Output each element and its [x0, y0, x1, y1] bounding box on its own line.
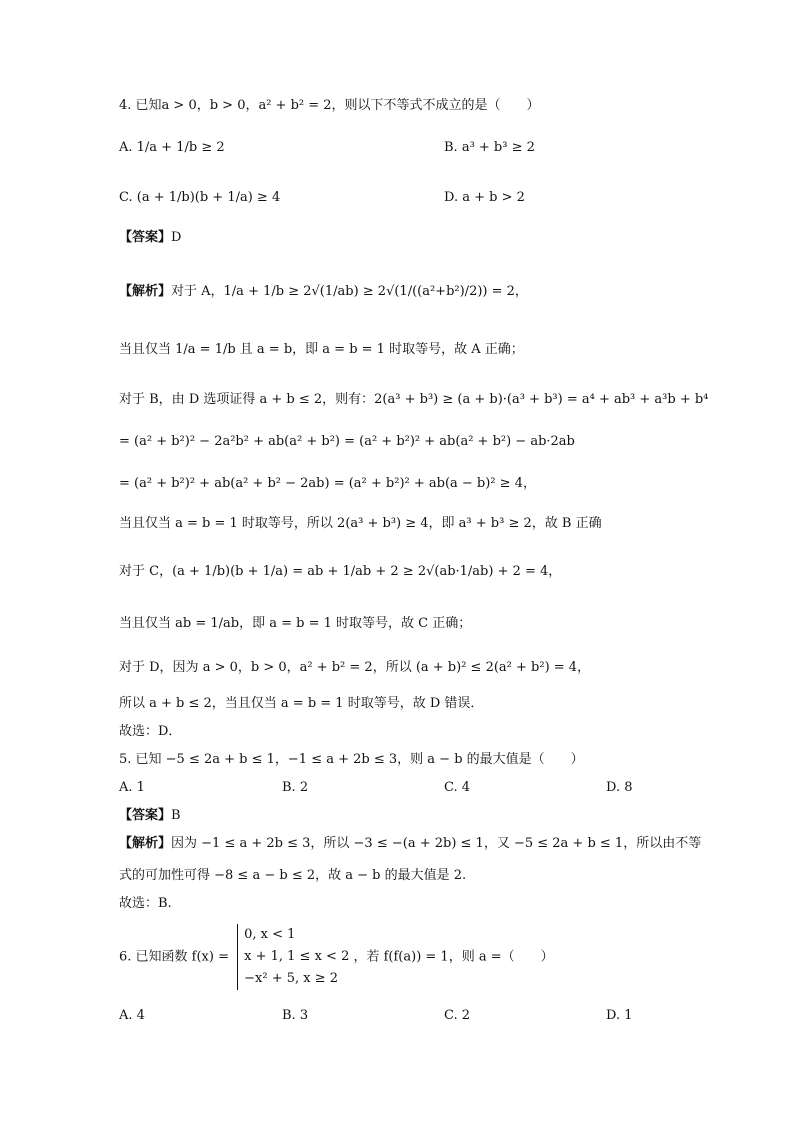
q6-case-2: x + 1, 1 ≤ x < 2 [244, 949, 350, 964]
q4-analysis-line-3: 对于 B，由 D 选项证得 a + b ≤ 2，则有：2(a³ + b³) ≥ (a + b)·(a³ + b³) = a⁴ + ab³ + a³b + b⁴ [119, 392, 709, 407]
q5-analysis-label: 【解析】 [119, 836, 172, 851]
q5-option-a: A. 1 [119, 780, 145, 795]
q6-option-c: C. 2 [444, 1008, 471, 1023]
q6-case-1: 0, x < 1 [244, 927, 296, 942]
q5-answer: B [171, 808, 181, 823]
q6-stem [119, 924, 554, 990]
q5-stem: 5. 已知 −5 ≤ 2a + b ≤ 1，−1 ≤ a + 2b ≤ 3，则 a − b 的最大值是（ ） [119, 752, 584, 767]
q4-choose: 故选：D． [119, 724, 182, 739]
q5-analysis-text-1: 因为 −1 ≤ a + 2b ≤ 3，所以 −3 ≤ −(a + 2b) ≤ 1，又 −5 ≤ 2a + b ≤ 1，所以由不等 [171, 836, 702, 851]
q4-answer: D [171, 230, 182, 245]
q6-stem-post: ，若 f(f(a)) = 1，则 a =（ ） [353, 949, 554, 965]
q4-analysis-line-4: = (a² + b²)² − 2a²b² + ab(a² + b²) = (a² + b²)² + ab(a² + b²) − ab·2ab [119, 434, 575, 449]
q4-option-b: B. a³ + b³ ≥ 2 [444, 140, 535, 155]
q4-analysis-line-9: 对于 D，因为 a > 0，b > 0，a² + b² = 2，所以 (a + b)² ≤ 2(a² + b²) = 4， [119, 660, 591, 675]
q5-option-b: B. 2 [282, 780, 309, 795]
q5-answer-row [119, 806, 181, 826]
q4-analysis-text-1: 对于 A，1/a + 1/b ≥ 2√(1/ab) ≥ 2√(1/((a²+b²)/2)) = 2， [171, 284, 528, 299]
q4-analysis-line-6: 当且仅当 a = b = 1 时取等号，所以 2(a³ + b³) ≥ 4，即 a³ + b³ ≥ 2，故 B 正确 [119, 516, 602, 531]
q5-analysis-line-2: 式的可加性可得 −8 ≤ a − b ≤ 2，故 a − b 的最大值是 2. [119, 868, 467, 883]
q6-stem-pre: 6. 已知函数 f(x) = [119, 949, 229, 965]
q4-analysis-line-8: 当且仅当 ab = 1/ab，即 a = b = 1 时取等号，故 C 正确； [119, 616, 472, 631]
q6-option-d: D. 1 [606, 1008, 633, 1023]
q4-option-c: C. (a + 1/b)(b + 1/a) ≥ 4 [119, 190, 281, 205]
q4-option-d: D. a + b > 2 [444, 190, 525, 205]
q6-option-b: B. 3 [282, 1008, 309, 1023]
q5-analysis-line-1 [119, 834, 701, 854]
q4-option-a: A. 1/a + 1/b ≥ 2 [119, 140, 225, 155]
q6-piecewise [237, 924, 349, 990]
q4-analysis-line-2: 当且仅当 1/a = 1/b 且 a = b，即 a = b = 1 时取等号，故 A 正确； [119, 342, 524, 357]
q5-option-d: D. 8 [606, 780, 633, 795]
q6-case-3: −x² + 5, x ≥ 2 [244, 971, 339, 986]
q4-analysis-line-7: 对于 C，(a + 1/b)(b + 1/a) = ab + 1/ab + 2 ≥ 2√(ab·1/ab) + 2 = 4， [119, 564, 562, 579]
q4-answer-row [119, 228, 181, 248]
q4-stem: 4. 已知a > 0，b > 0，a² + b² = 2，则以下不等式不成立的是（ ） [119, 98, 540, 113]
q5-option-c: C. 4 [444, 780, 471, 795]
q4-analysis-line-1 [119, 282, 528, 302]
q4-analysis-label: 【解析】 [119, 284, 172, 299]
q5-answer-label: 【答案】 [119, 808, 172, 823]
q5-choose: 故选：B. [119, 896, 172, 911]
q4-answer-label: 【答案】 [119, 230, 172, 245]
q4-analysis-line-5: = (a² + b²)² + ab(a² + b² − 2ab) = (a² + b²)² + ab(a − b)² ≥ 4， [119, 476, 536, 491]
q6-option-a: A. 4 [119, 1008, 145, 1023]
q4-analysis-line-10: 所以 a + b ≤ 2，当且仅当 a = b = 1 时取等号，故 D 错误． [119, 696, 484, 711]
